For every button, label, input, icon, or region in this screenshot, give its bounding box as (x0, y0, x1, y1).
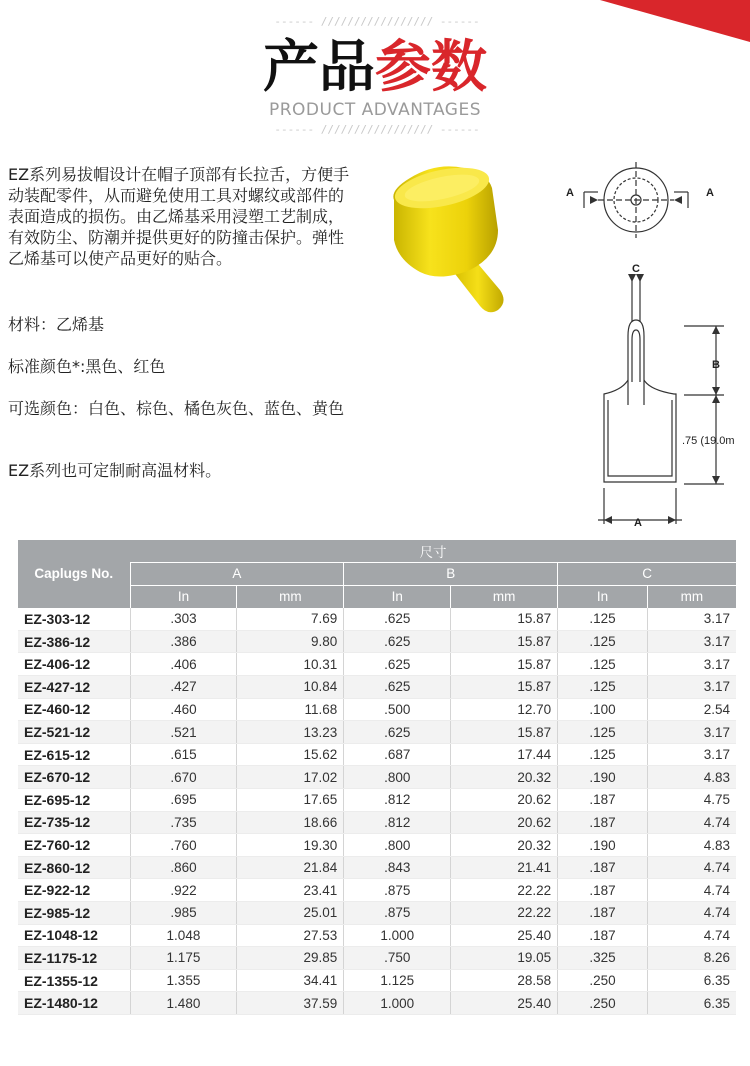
cell-b-mm: 15.87 (451, 676, 558, 699)
header-divider-bottom: ------ ///////////////// ------ (274, 123, 480, 136)
dim-label-75: .75 (19.0m (682, 435, 735, 447)
cell-b-in: .843 (344, 856, 451, 879)
cell-c-mm: 6.35 (647, 969, 736, 992)
cell-c-in: .187 (558, 811, 648, 834)
cell-b-in: .812 (344, 811, 451, 834)
cell-a-mm: 11.68 (237, 698, 344, 721)
cell-a-in: .303 (130, 608, 237, 631)
cell-part-number: EZ-406-12 (18, 653, 130, 676)
table-row (18, 721, 736, 744)
cell-a-mm: 17.65 (237, 789, 344, 812)
cell-c-mm: 4.74 (647, 811, 736, 834)
cell-b-in: .625 (344, 721, 451, 744)
cell-c-in: .187 (558, 856, 648, 879)
dim-label-a-bottom: A (634, 517, 642, 529)
title-red-part: 参数 (375, 35, 487, 100)
size-header: 尺寸 (130, 540, 736, 563)
title-black-part: 产品 (263, 35, 375, 100)
description-intro: EZ系列易拔帽设计在帽子顶部有长拉舌，方便手动装配零件，从而避免使用工具对螺纹或部件的表面造成的损伤。由乙烯基采用浸塑工艺制成，有效防尘、防潮并提供更好的防撞击保护。弹性乙烯基可以使产品更好的贴合。 (8, 165, 350, 268)
cell-b-mm: 22.22 (451, 879, 558, 902)
cell-b-in: 1.000 (344, 924, 451, 947)
table-row (18, 743, 736, 766)
cell-c-in: .125 (558, 721, 648, 744)
cell-a-in: .922 (130, 879, 237, 902)
dim-label-a-right: A (706, 187, 714, 199)
description-custom: EZ系列也可定制耐高温材料。 (8, 461, 222, 480)
yellow-cap-photo (380, 160, 540, 320)
cell-part-number: EZ-615-12 (18, 743, 130, 766)
cell-a-in: .615 (130, 743, 237, 766)
cell-a-in: 1.175 (130, 947, 237, 970)
cell-c-in: .125 (558, 608, 648, 631)
table-row (18, 789, 736, 812)
table-row (18, 992, 736, 1015)
table-row (18, 811, 736, 834)
dim-label-b: B (712, 359, 720, 371)
cell-part-number: EZ-985-12 (18, 902, 130, 925)
cell-part-number: EZ-521-12 (18, 721, 130, 744)
cell-c-mm: 6.35 (647, 992, 736, 1015)
spec-table-body (18, 608, 736, 1015)
cell-a-in: .460 (130, 698, 237, 721)
cell-a-in: .695 (130, 789, 237, 812)
cell-b-mm: 15.87 (451, 630, 558, 653)
cell-b-in: .625 (344, 653, 451, 676)
cell-a-in: .521 (130, 721, 237, 744)
cell-part-number: EZ-735-12 (18, 811, 130, 834)
table-row (18, 676, 736, 699)
cell-a-in: 1.355 (130, 969, 237, 992)
cell-a-in: .406 (130, 653, 237, 676)
cell-a-mm: 17.02 (237, 766, 344, 789)
cell-b-in: .625 (344, 608, 451, 631)
cell-b-mm: 21.41 (451, 856, 558, 879)
table-row (18, 608, 736, 631)
cell-c-mm: 2.54 (647, 698, 736, 721)
table-row (18, 947, 736, 970)
cell-a-in: .985 (130, 902, 237, 925)
group-b-header: B (344, 563, 558, 586)
cell-a-in: .427 (130, 676, 237, 699)
cell-c-in: .125 (558, 743, 648, 766)
cell-a-mm: 10.31 (237, 653, 344, 676)
cell-c-mm: 4.74 (647, 924, 736, 947)
cell-b-mm: 19.05 (451, 947, 558, 970)
cell-b-mm: 17.44 (451, 743, 558, 766)
cell-a-mm: 19.30 (237, 834, 344, 857)
cell-part-number: EZ-427-12 (18, 676, 130, 699)
table-row (18, 834, 736, 857)
cell-a-in: .860 (130, 856, 237, 879)
cell-c-mm: 4.74 (647, 856, 736, 879)
cell-part-number: EZ-922-12 (18, 879, 130, 902)
cell-c-mm: 3.17 (647, 676, 736, 699)
table-row (18, 766, 736, 789)
cell-a-in: .386 (130, 630, 237, 653)
cell-c-in: .187 (558, 879, 648, 902)
cell-b-in: .687 (344, 743, 451, 766)
cell-a-mm: 9.80 (237, 630, 344, 653)
cell-b-in: .875 (344, 879, 451, 902)
cell-b-mm: 28.58 (451, 969, 558, 992)
page-subtitle: PRODUCT ADVANTAGES (268, 100, 482, 120)
cell-c-mm: 8.26 (647, 947, 736, 970)
cell-b-mm: 25.40 (451, 992, 558, 1015)
cell-b-mm: 25.40 (451, 924, 558, 947)
cell-a-mm: 25.01 (237, 902, 344, 925)
cell-a-mm: 15.62 (237, 743, 344, 766)
page-title (0, 30, 750, 106)
cell-c-mm: 3.17 (647, 721, 736, 744)
cell-b-in: .800 (344, 766, 451, 789)
cell-b-mm: 15.87 (451, 721, 558, 744)
cell-b-in: .800 (344, 834, 451, 857)
cell-b-mm: 15.87 (451, 608, 558, 631)
cell-a-in: .760 (130, 834, 237, 857)
cell-c-mm: 3.17 (647, 743, 736, 766)
caplugs-no-header: Caplugs No. (18, 540, 130, 608)
dim-label-c: C (632, 263, 640, 275)
cell-part-number: EZ-1480-12 (18, 992, 130, 1015)
cell-a-mm: 10.84 (237, 676, 344, 699)
cell-c-in: .325 (558, 947, 648, 970)
cell-b-mm: 20.62 (451, 789, 558, 812)
unit-header-c-in: In (558, 585, 648, 608)
cell-part-number: EZ-760-12 (18, 834, 130, 857)
table-row (18, 969, 736, 992)
cell-b-in: .500 (344, 698, 451, 721)
cell-b-in: .750 (344, 947, 451, 970)
cell-b-in: 1.125 (344, 969, 451, 992)
cell-a-mm: 23.41 (237, 879, 344, 902)
cell-a-mm: 29.85 (237, 947, 344, 970)
cell-b-in: .812 (344, 789, 451, 812)
cell-b-in: .625 (344, 676, 451, 699)
table-row (18, 902, 736, 925)
cell-c-mm: 4.83 (647, 834, 736, 857)
cell-a-mm: 37.59 (237, 992, 344, 1015)
unit-header-b-mm: mm (451, 585, 558, 608)
cell-part-number: EZ-1175-12 (18, 947, 130, 970)
cell-part-number: EZ-860-12 (18, 856, 130, 879)
unit-header-a-mm: mm (237, 585, 344, 608)
unit-header-c-mm: mm (647, 585, 736, 608)
cell-c-mm: 4.74 (647, 879, 736, 902)
technical-drawing (558, 150, 750, 530)
cell-a-mm: 27.53 (237, 924, 344, 947)
cell-c-in: .125 (558, 676, 648, 699)
description-optional-colors: 可选颜色：白色、棕色、橘色灰色、蓝色、黄色 (8, 399, 345, 418)
cell-part-number: EZ-303-12 (18, 608, 130, 631)
cell-b-mm: 20.32 (451, 766, 558, 789)
cell-a-mm: 7.69 (237, 608, 344, 631)
cell-b-mm: 15.87 (451, 653, 558, 676)
cell-c-in: .250 (558, 992, 648, 1015)
cell-c-mm: 4.75 (647, 789, 736, 812)
dim-label-a-left: A (566, 187, 574, 199)
table-row (18, 698, 736, 721)
cell-b-in: .625 (344, 630, 451, 653)
cell-b-in: .875 (344, 902, 451, 925)
table-row (18, 856, 736, 879)
unit-header-a-in: In (130, 585, 237, 608)
cell-c-mm: 3.17 (647, 630, 736, 653)
cell-b-in: 1.000 (344, 992, 451, 1015)
cell-c-mm: 4.74 (647, 902, 736, 925)
group-c-header: C (558, 563, 736, 586)
cell-a-mm: 13.23 (237, 721, 344, 744)
cell-b-mm: 22.22 (451, 902, 558, 925)
description-standard-colors: 标准颜色*:黑色、红色 (8, 357, 166, 376)
cell-c-in: .190 (558, 834, 648, 857)
cell-part-number: EZ-460-12 (18, 698, 130, 721)
cell-c-in: .100 (558, 698, 648, 721)
cell-b-mm: 12.70 (451, 698, 558, 721)
cell-part-number: EZ-695-12 (18, 789, 130, 812)
table-row (18, 653, 736, 676)
cell-a-mm: 34.41 (237, 969, 344, 992)
cell-a-in: 1.480 (130, 992, 237, 1015)
cell-c-in: .125 (558, 630, 648, 653)
cell-b-mm: 20.32 (451, 834, 558, 857)
spec-table (18, 540, 736, 1015)
cell-a-in: .735 (130, 811, 237, 834)
cell-part-number: EZ-386-12 (18, 630, 130, 653)
cell-c-in: .190 (558, 766, 648, 789)
cell-a-in: .670 (130, 766, 237, 789)
cell-part-number: EZ-670-12 (18, 766, 130, 789)
cell-c-in: .187 (558, 902, 648, 925)
unit-header-b-in: In (344, 585, 451, 608)
cell-c-mm: 4.83 (647, 766, 736, 789)
cell-b-mm: 20.62 (451, 811, 558, 834)
header-divider-top: ------ ///////////////// ------ (274, 15, 480, 28)
description-material: 材料：乙烯基 (8, 315, 105, 334)
table-row (18, 924, 736, 947)
table-row (18, 879, 736, 902)
group-a-header: A (130, 563, 344, 586)
cell-part-number: EZ-1355-12 (18, 969, 130, 992)
cell-part-number: EZ-1048-12 (18, 924, 130, 947)
table-row (18, 630, 736, 653)
cell-a-mm: 21.84 (237, 856, 344, 879)
cell-c-mm: 3.17 (647, 608, 736, 631)
cell-c-in: .125 (558, 653, 648, 676)
cell-a-mm: 18.66 (237, 811, 344, 834)
cell-c-mm: 3.17 (647, 653, 736, 676)
cell-c-in: .187 (558, 924, 648, 947)
cell-a-in: 1.048 (130, 924, 237, 947)
cell-c-in: .250 (558, 969, 648, 992)
cell-c-in: .187 (558, 789, 648, 812)
